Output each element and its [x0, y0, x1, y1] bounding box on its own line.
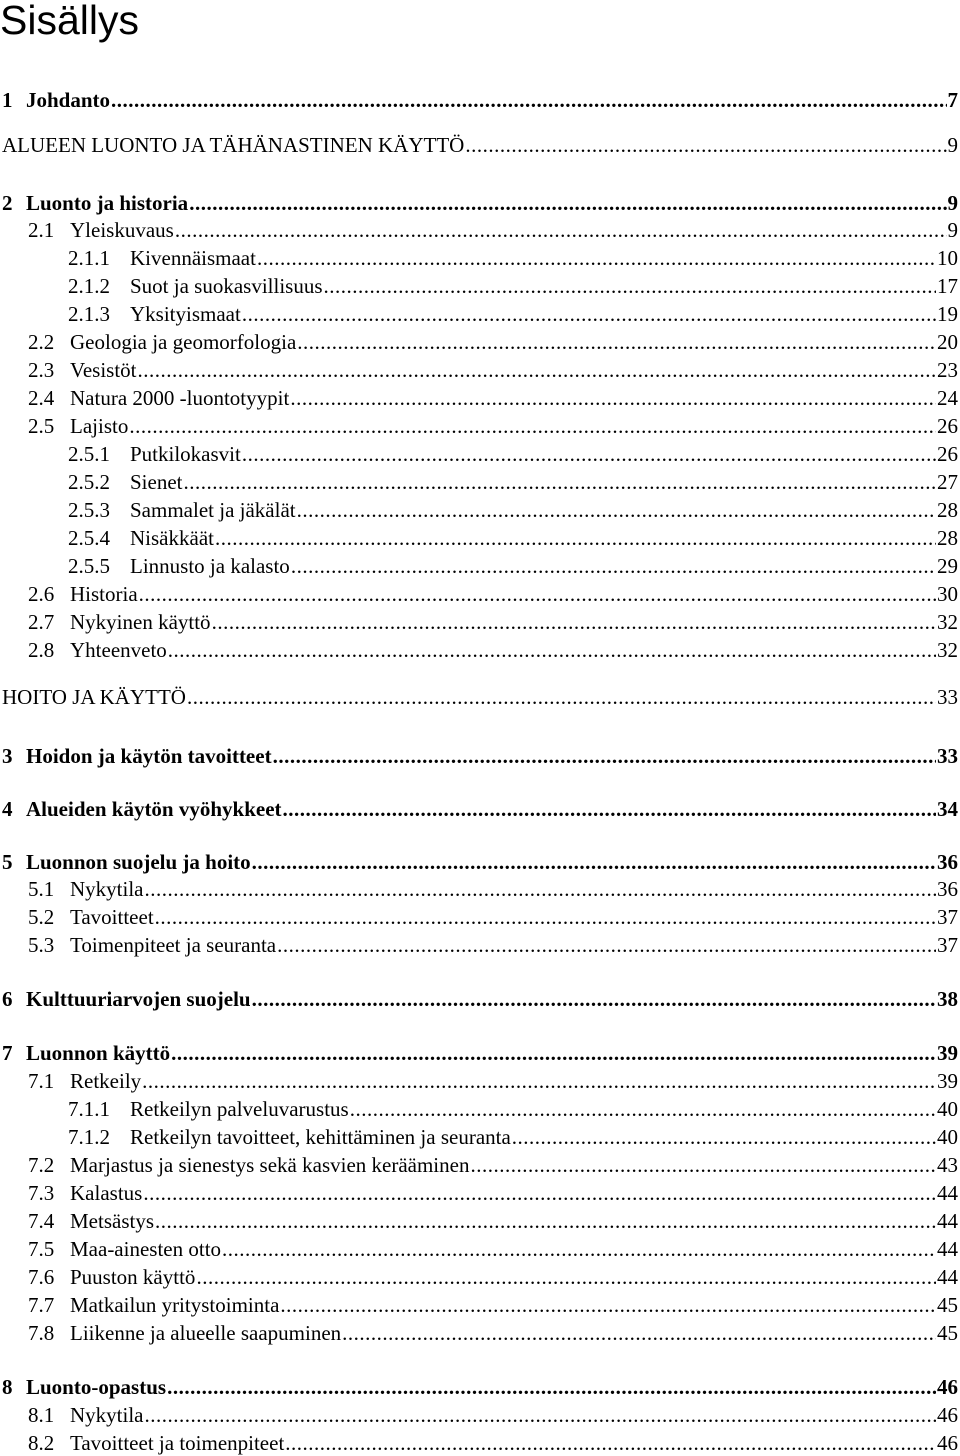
toc-entry[interactable]: [0, 245, 960, 271]
toc-entry[interactable]: [0, 904, 960, 930]
toc-entry-number: 8.2: [28, 1431, 55, 1455]
toc-entry-label: Maa-ainesten otto: [70, 1237, 222, 1261]
toc-entry-page-number: 9: [947, 218, 958, 242]
toc-leader-dots: [168, 637, 936, 663]
toc-leader-dots: [196, 1264, 936, 1290]
toc-leader-dots: [257, 245, 936, 271]
toc-entry-page-number: 44: [937, 1209, 958, 1233]
toc-entry-page-number: 43: [937, 1153, 958, 1177]
toc-entry-page-number: 26: [937, 442, 958, 466]
toc-entry-label: Geologia ja geomorfologia: [70, 330, 297, 354]
toc-entry-page-number: 10: [937, 246, 958, 270]
toc-entry-page-number: 46: [937, 1375, 958, 1399]
toc-entry[interactable]: [0, 1208, 960, 1234]
toc-entry-page-number: 44: [937, 1265, 958, 1289]
toc-entry-number: 1: [2, 88, 13, 112]
toc-entry[interactable]: [0, 1430, 960, 1456]
toc-entry[interactable]: [0, 469, 960, 495]
toc-leader-dots: [285, 1430, 936, 1456]
toc-leader-dots: [187, 684, 936, 710]
toc-entry-number: 2.1.1: [68, 246, 110, 270]
toc-entry-page-number: 40: [937, 1097, 958, 1121]
toc-entry-number: 2.5.2: [68, 470, 110, 494]
toc-leader-dots: [212, 609, 936, 635]
toc-entry-number: 2.2: [28, 330, 55, 354]
toc-entry-label: Putkilokasvit: [130, 442, 241, 466]
toc-entry[interactable]: [0, 1068, 960, 1094]
toc-entry-number: 2.6: [28, 582, 55, 606]
toc-entry-page-number: 39: [937, 1041, 958, 1065]
toc-leader-dots: [139, 581, 936, 607]
toc-entry-page-number: 20: [937, 330, 958, 354]
toc-entry-number: 3: [2, 744, 13, 768]
toc-entry[interactable]: [0, 637, 960, 663]
toc-entry-page-number: 33: [937, 744, 958, 768]
toc-entry-page-number: 36: [937, 850, 958, 874]
toc-entry-page-number: 44: [937, 1237, 958, 1261]
toc-leader-dots: [129, 413, 936, 439]
toc-entry-page-number: 9: [947, 191, 958, 215]
toc-entry-label: Marjastus ja sienestys sekä kasvien kerääminen: [70, 1153, 470, 1177]
toc-entry[interactable]: [0, 1124, 960, 1150]
toc-entry[interactable]: [0, 849, 960, 875]
toc-entry-number: 5.3: [28, 933, 55, 957]
toc-entry-label: Toimenpiteet ja seuranta: [70, 933, 277, 957]
toc-entry-number: 7.1: [28, 1069, 55, 1093]
toc-entry-number: 2.5.1: [68, 442, 110, 466]
toc-entry-page-number: 33: [937, 685, 958, 709]
toc-entry-label: Luonto-opastus: [26, 1375, 167, 1399]
toc-entry-label: Sammalet ja jäkälät: [130, 498, 296, 522]
toc-entry-page-number: 46: [937, 1431, 958, 1455]
toc-entry-page-number: 32: [937, 638, 958, 662]
toc-entry-label: Liikenne ja alueelle saapuminen: [70, 1321, 342, 1345]
toc-entry-page-number: 29: [937, 554, 958, 578]
toc-entry-number: 5: [2, 850, 13, 874]
toc-entry-label: Natura 2000 -luontotyypit: [70, 386, 290, 410]
toc-leader-dots: [143, 1180, 936, 1206]
toc-entry[interactable]: [0, 357, 960, 383]
toc-entry[interactable]: [0, 385, 960, 411]
toc-leader-dots: [155, 1208, 936, 1234]
toc-entry[interactable]: [0, 132, 960, 158]
toc-entry-label: Luonto ja historia: [26, 191, 189, 215]
toc-entry-label: Tavoitteet ja toimenpiteet: [70, 1431, 285, 1455]
toc-entry[interactable]: [0, 553, 960, 579]
toc-entry-label: Alueiden käytön vyöhykkeet: [26, 797, 282, 821]
toc-entry-number: 2.7: [28, 610, 55, 634]
toc-entry-page-number: 7: [947, 88, 958, 112]
toc-entry[interactable]: [0, 87, 960, 113]
toc-entry-page-number: 19: [937, 302, 958, 326]
toc-leader-dots: [252, 849, 936, 875]
toc-entry-number: 2: [2, 191, 13, 215]
toc-entry-page-number: 28: [937, 526, 958, 550]
toc-entry-page-number: 9: [947, 133, 958, 157]
toc-entry[interactable]: [0, 1180, 960, 1206]
toc-leader-dots: [350, 1096, 936, 1122]
toc-entry-label: Retkeilyn palveluvarustus: [130, 1097, 349, 1121]
toc-leader-dots: [342, 1320, 936, 1346]
toc-entry[interactable]: [0, 301, 960, 327]
toc-entry-page-number: 36: [937, 877, 958, 901]
toc-entry-label: Yhteenveto: [70, 638, 167, 662]
toc-entry-page-number: 40: [937, 1125, 958, 1149]
toc-entry-label: ALUEEN LUONTO JA TÄHÄNASTINEN KÄYTTÖ: [2, 133, 465, 157]
toc-entry[interactable]: [0, 986, 960, 1012]
toc-entry-number: 2.3: [28, 358, 55, 382]
toc-entry-label: Retkeilyn tavoitteet, kehittäminen ja seuranta: [130, 1125, 511, 1149]
toc-leader-dots: [277, 932, 936, 958]
toc-entry[interactable]: [0, 1264, 960, 1290]
toc-leader-dots: [297, 329, 936, 355]
toc-entry-label: Retkeily: [70, 1069, 142, 1093]
toc-entry-label: Nykytila: [70, 877, 144, 901]
toc-entry-number: 7.1.2: [68, 1125, 110, 1149]
toc-entry-label: Tavoitteet: [70, 905, 154, 929]
toc-entry-page-number: 37: [937, 933, 958, 957]
toc-leader-dots: [242, 441, 936, 467]
toc-entry-number: 2.5.5: [68, 554, 110, 578]
toc-entry-number: 7.3: [28, 1181, 55, 1205]
toc-entry-number: 7.2: [28, 1153, 55, 1177]
toc-entry-number: 2.4: [28, 386, 55, 410]
toc-entry[interactable]: [0, 581, 960, 607]
toc-leader-dots: [291, 553, 936, 579]
toc-entry-label: Linnusto ja kalasto: [130, 554, 290, 578]
toc-entry[interactable]: [0, 1096, 960, 1122]
toc-entry-page-number: 24: [937, 386, 958, 410]
toc-leader-dots: [470, 1152, 936, 1178]
toc-entry[interactable]: [0, 1402, 960, 1428]
toc-entry-label: Sienet: [130, 470, 183, 494]
toc-leader-dots: [155, 904, 936, 930]
toc-entry[interactable]: [0, 497, 960, 523]
toc-entry[interactable]: [0, 1374, 960, 1400]
toc-entry-label: Lajisto: [70, 414, 129, 438]
toc-entry-number: 2.8: [28, 638, 55, 662]
toc-entry[interactable]: [0, 1320, 960, 1346]
toc-entry-number: 2.1.2: [68, 274, 110, 298]
toc-entry-page-number: 27: [937, 470, 958, 494]
toc-entry-number: 2.1: [28, 218, 55, 242]
toc-entry-number: 7.7: [28, 1293, 55, 1317]
toc-entry-label: Nisäkkäät: [130, 526, 214, 550]
toc-entry[interactable]: [0, 1236, 960, 1262]
toc-leader-dots: [280, 1292, 936, 1318]
toc-entry-label: Kalastus: [70, 1181, 143, 1205]
toc-entry[interactable]: [0, 932, 960, 958]
toc-entry-page-number: 45: [937, 1321, 958, 1345]
toc-leader-dots: [242, 301, 936, 327]
toc-entry[interactable]: [0, 1152, 960, 1178]
toc-entry-label: Puuston käyttö: [70, 1265, 196, 1289]
toc-entry-label: Matkailun yritystoiminta: [70, 1293, 280, 1317]
toc-entry-page-number: 32: [937, 610, 958, 634]
toc-entry-label: HOITO JA KÄYTTÖ: [2, 685, 186, 709]
toc-entry-number: 8: [2, 1375, 13, 1399]
toc-entry-page-number: 45: [937, 1293, 958, 1317]
toc-entry-label: Yleiskuvaus: [70, 218, 174, 242]
toc-entry-label: Luonnon suojelu ja hoito: [26, 850, 251, 874]
toc-entry-number: 7.4: [28, 1209, 55, 1233]
toc-entry-label: Suot ja suokasvillisuus: [130, 274, 323, 298]
toc-entry-page-number: 26: [937, 414, 958, 438]
toc-entry[interactable]: [0, 684, 960, 710]
toc-leader-dots: [145, 1402, 937, 1428]
toc-entry-page-number: 28: [937, 498, 958, 522]
toc-entry[interactable]: [0, 525, 960, 551]
toc-entry-page-number: 44: [937, 1181, 958, 1205]
toc-entry[interactable]: [0, 441, 960, 467]
page-title: Sisällys: [0, 0, 139, 43]
toc-leader-dots: [283, 796, 936, 822]
toc-leader-dots: [189, 190, 946, 216]
toc-entry-number: 2.1.3: [68, 302, 110, 326]
toc-entry[interactable]: [0, 609, 960, 635]
toc-entry-label: Hoidon ja käytön tavoitteet: [26, 744, 272, 768]
toc-entry[interactable]: [0, 329, 960, 355]
toc-leader-dots: [142, 1068, 936, 1094]
toc-leader-dots: [145, 876, 937, 902]
toc-entry-page-number: 23: [937, 358, 958, 382]
toc-entry-page-number: 46: [937, 1403, 958, 1427]
toc-entry-number: 7.8: [28, 1321, 55, 1345]
toc-entry-label: Yksityismaat: [130, 302, 241, 326]
toc-leader-dots: [175, 217, 947, 243]
toc-leader-dots: [297, 497, 936, 523]
toc-entry-label: Luonnon käyttö: [26, 1041, 171, 1065]
toc-entry[interactable]: [0, 190, 960, 216]
toc-entry-number: 7.6: [28, 1265, 55, 1289]
toc-entry[interactable]: [0, 796, 960, 822]
toc-entry-number: 4: [2, 797, 13, 821]
toc-entry[interactable]: [0, 1292, 960, 1318]
toc-entry-page-number: 39: [937, 1069, 958, 1093]
toc-entry-label: Metsästys: [70, 1209, 154, 1233]
toc-entry-number: 7.1.1: [68, 1097, 110, 1121]
toc-entry[interactable]: [0, 217, 960, 243]
toc-entry-page-number: 17: [937, 274, 958, 298]
toc-entry-label: Nykytila: [70, 1403, 144, 1427]
toc-entry-number: 2.5.4: [68, 526, 110, 550]
toc-leader-dots: [111, 87, 946, 113]
toc-leader-dots: [171, 1040, 936, 1066]
toc-entry-number: 2.5.3: [68, 498, 110, 522]
toc-entry-page-number: 38: [937, 987, 958, 1011]
toc-entry-label: Kulttuuriarvojen suojelu: [26, 987, 251, 1011]
toc-entry-page-number: 34: [937, 797, 958, 821]
toc-entry-label: Vesistöt: [70, 358, 137, 382]
toc-leader-dots: [184, 469, 937, 495]
toc-entry-number: 2.5: [28, 414, 55, 438]
toc-leader-dots: [465, 132, 946, 158]
toc-leader-dots: [324, 273, 936, 299]
toc-entry-label: Kivennäismaat: [130, 246, 256, 270]
toc-leader-dots: [273, 743, 936, 769]
toc-entry-number: 6: [2, 987, 13, 1011]
toc-entry[interactable]: [0, 1040, 960, 1066]
toc-entry-number: 5.1: [28, 877, 55, 901]
toc-leader-dots: [252, 986, 936, 1012]
toc-entry-label: Nykyinen käyttö: [70, 610, 211, 634]
toc-entry-label: Johdanto: [26, 88, 111, 112]
toc-leader-dots: [290, 385, 936, 411]
toc-leader-dots: [138, 357, 936, 383]
toc-entry[interactable]: [0, 273, 960, 299]
toc-entry-page-number: 30: [937, 582, 958, 606]
toc-entry-label: Historia: [70, 582, 138, 606]
toc-entry[interactable]: [0, 743, 960, 769]
toc-leader-dots: [167, 1374, 936, 1400]
toc-entry-number: 7: [2, 1041, 13, 1065]
toc-leader-dots: [215, 525, 936, 551]
toc-leader-dots: [512, 1124, 936, 1150]
toc-entry-page-number: 37: [937, 905, 958, 929]
toc-entry[interactable]: [0, 876, 960, 902]
toc-entry-number: 5.2: [28, 905, 55, 929]
toc-leader-dots: [222, 1236, 936, 1262]
toc-entry[interactable]: [0, 413, 960, 439]
toc-entry-number: 8.1: [28, 1403, 55, 1427]
toc-entry-number: 7.5: [28, 1237, 55, 1261]
